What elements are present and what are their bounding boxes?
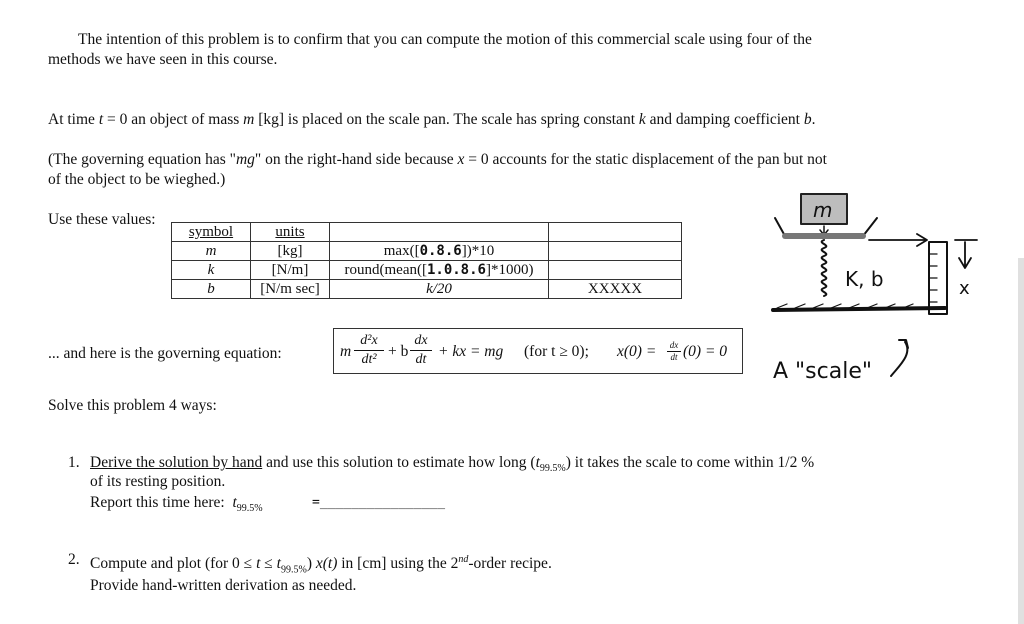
equation-lead: ... and here is the governing equation: <box>48 345 282 362</box>
symbol-cell: b <box>172 280 251 299</box>
table-row <box>172 280 682 299</box>
value-cell: k/20 <box>330 280 549 299</box>
spring-icon <box>822 240 827 296</box>
extra-cell: XXXXX <box>549 280 682 299</box>
item-1-report: Report this time here: $t_{99.5\%}$ <box>90 494 263 515</box>
units-cell: [N/m sec] <box>251 280 330 299</box>
x-label: x <box>959 278 970 299</box>
mass-label: m <box>813 198 833 222</box>
header-units: units <box>251 223 330 242</box>
table-row <box>172 242 682 261</box>
item-2-line-2: Provide hand-written derivation as needed. <box>90 577 357 594</box>
item-1-line-1: Derive the solution by hand and use this solution to estimate how long $(t_{99.5\%})$ it takes the scale to come within 1/2 % <box>90 454 815 475</box>
units-cell: [N/m] <box>251 261 330 280</box>
intro-line-2: methods we have seen in this course. <box>48 51 278 68</box>
eq-ic-derivative: dx dt <box>667 341 681 362</box>
curved-arrow-icon <box>891 340 908 376</box>
value-cell: round(mean([1.0.8.6]*1000) <box>330 261 549 280</box>
governing-equation <box>333 328 743 374</box>
eq-condition: (for t ≥ 0); <box>524 343 589 360</box>
header-extra <box>549 223 682 242</box>
table-row <box>172 261 682 280</box>
extra-cell <box>549 242 682 261</box>
eq-second-derivative: d²x dt² <box>354 333 384 368</box>
values-label: Use these values: <box>48 211 156 228</box>
setup-paragraph-2-line-2: of the object to be wieghed.) <box>48 171 226 188</box>
scale-caption: A "scale" <box>773 359 872 384</box>
item-1-line-2: of its resting position. <box>90 473 226 490</box>
table-header-row <box>172 223 682 242</box>
header-value <box>330 223 549 242</box>
values-table <box>171 222 682 299</box>
eq-ic-b: (0) = 0 <box>683 343 728 360</box>
scale-sketch <box>765 188 995 388</box>
item-2-line-1: Compute and plot (for $0 \le t \le t_{99.5\%}$) x(t) in [cm] using the 2nd-order recipe. <box>90 554 552 576</box>
eq-first-derivative: dx dt <box>410 333 432 368</box>
displacement-arrow-icon <box>955 240 977 268</box>
symbol-cell: k <box>172 261 251 280</box>
units-cell: [kg] <box>251 242 330 261</box>
scrollbar-track[interactable] <box>1018 258 1024 624</box>
intro-line-1: The intention of this problem is to confirm that you can compute the motion of this commercial scale using four of the <box>78 31 812 48</box>
handwritten-vector: 0.8.6 <box>419 243 462 259</box>
solve-label: Solve this problem 4 ways: <box>48 397 217 414</box>
value-cell: max([0.8.6])*10 <box>330 242 549 261</box>
eq-rest: + kx = mg <box>438 343 504 360</box>
scale-base <box>773 308 945 310</box>
eq-ic-a: x(0) = <box>617 343 657 360</box>
eq-m: m <box>340 343 352 360</box>
item-1-number: 1. <box>68 454 80 471</box>
handwritten-vector: 1.0.8.6 <box>426 262 486 278</box>
setup-paragraph-2: (The governing equation has "mg" on the right-hand side because x = 0 accounts for the static displacement of the pan but not <box>48 151 827 168</box>
eq-plus-b: + b <box>388 343 409 360</box>
setup-paragraph-1: At time t = 0 an object of mass m [kg] is placed on the scale pan. The scale has spring constant k and damping coefficient b. <box>48 111 816 128</box>
header-symbol: symbol <box>172 223 251 242</box>
spring-label: K, b <box>845 267 884 291</box>
report-answer-blank[interactable]: =________________ <box>312 495 446 510</box>
item-2-number: 2. <box>68 551 80 568</box>
extra-cell <box>549 261 682 280</box>
symbol-cell: m <box>172 242 251 261</box>
